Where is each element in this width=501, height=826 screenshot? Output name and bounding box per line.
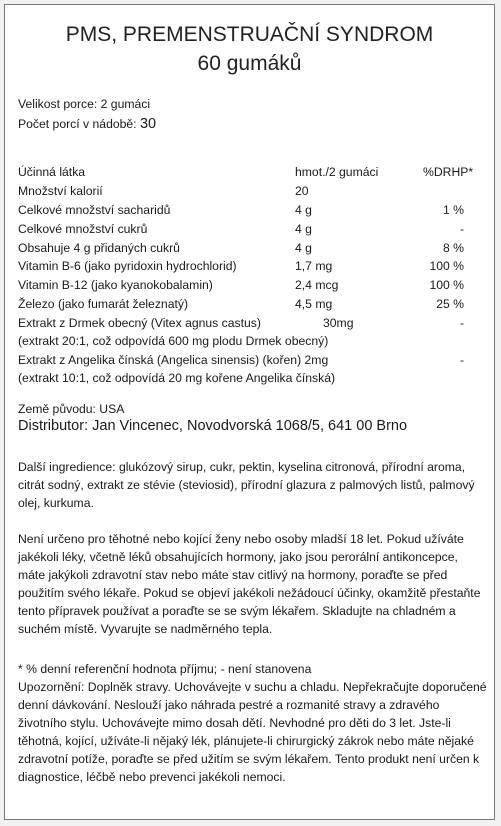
table-row-name: Vitamin B-6 (jako pyridoxin hydrochlorid) (18, 259, 237, 273)
caution-text: Upozornění: Doplněk stravy. Uchovávejte v suchu a chladu. Nepřekračujte doporučené denní dávkování. Neslouží jako náhrada pestré a rozmanité stravy a zdravého životního stylu. Uchovávejte mimo dosah dětí. Nevhodné pro děti do 3 let. Jste-li těhotná, kojící, užíváte-li nějaký lék, plánujete-li chirurgický zákrok nebo máte nějaké zdravotní potíže, poraďte se před užitím se svým lékařem. Tento produkt není určen k diagnostice, léčbě nebo prevenci jakékoli nemoci. (18, 680, 487, 784)
usage-warning: Není určeno pro těhotné nebo kojící ženy nebo osoby mladší 18 let. Pokud užíváte jakékoli léky, včetně léků obsahujících hormony, jako jsou perorální antikoncepce, máte jakýkoli zdravotní stav nebo máte stav citlivý na hormony, poraďte se před použitím svého lékaře. Pokud se objeví jakékoli nežádoucí účinky, okamžitě přestaňte tento přípravek používat a poraďte se se svým lékařem. Skladujte na chladném a suchém místě. Vyvarujte se nadměrného tepla. (18, 532, 481, 636)
table-row-name: Železo (jako fumarát železnatý) (18, 297, 189, 311)
footnote: * % denní referenční hodnota příjmu; - není stanovena (18, 662, 312, 676)
servings-per-container (18, 117, 156, 132)
extract1-drhp: - (459, 316, 464, 330)
serving-size: Velikost porce: 2 gumáci (18, 97, 151, 111)
table-row-name: Celkové množství sacharidů (18, 203, 171, 217)
table-row-amount: 1,7 mg (295, 259, 333, 273)
extract2-drhp: - (459, 353, 464, 367)
table-row-name: Vitamin B-12 (jako kyanokobalamin) (18, 278, 213, 292)
extract1-amount: 30mg (323, 316, 354, 330)
table-row-drhp: 1 % (442, 203, 464, 217)
header-amount: hmot./2 gumáci (295, 165, 379, 179)
extract1-detail: (extrakt 20:1, což odpovídá 600 mg plodu Drmek obecný) (18, 334, 329, 348)
extract1-name: Extrakt z Drmek obecný (Vitex agnus castus) (18, 316, 261, 330)
table-row-amount: 4 g (295, 203, 312, 217)
servings-label: Počet porcí v nádobě: (18, 117, 137, 131)
product-title: PMS, PREMENSTRUAČNÍ SYNDROM (65, 23, 434, 46)
table-row-amount: 2,4 mcg (295, 278, 339, 292)
header-ingredient: Účinná látka (18, 165, 86, 179)
table-row-drhp: 8 % (442, 241, 464, 255)
distributor: Distributor: Jan Vincenec, Novodvorská 1068/5, 641 00 Brno (18, 418, 408, 434)
table-row-drhp: 100 % (429, 259, 464, 273)
table-row-amount: 4 g (295, 222, 312, 236)
header-drhp: %DRHP* (423, 165, 474, 179)
supplement-label (4, 4, 495, 820)
table-row-name: Celkové množství cukrů (18, 222, 148, 236)
extract2-name: Extrakt z Angelika čínská (Angelica sinensis) (kořen) 2mg (18, 353, 329, 367)
country-of-origin: Země původu: USA (18, 402, 125, 416)
extract2-detail: (extrakt 10:1, což odpovídá 20 mg kořene Angelika čínská) (18, 371, 336, 385)
other-ingredients: Další ingredience: glukózový sirup, cukr, pektin, kyselina citronová, přírodní aroma, citrát sodný, extrakt ze stévie (steviosid), přírodní glazura z palmových listů, palmový olej, kurkuma. (18, 460, 475, 510)
table-row-name: Množství kalorií (18, 184, 103, 198)
table-row-name: Obsahuje 4 g přidaných cukrů (18, 241, 180, 255)
table-row-amount: 4 g (295, 241, 312, 255)
table-row-drhp: - (459, 222, 464, 236)
table-row-drhp: 100 % (429, 278, 464, 292)
servings-value: 30 (139, 116, 157, 132)
table-row-amount: 20 (295, 184, 309, 198)
product-quantity: 60 gumáků (197, 52, 302, 75)
table-row-drhp: 25 % (436, 297, 464, 311)
table-row-amount: 4,5 mg (295, 297, 333, 311)
